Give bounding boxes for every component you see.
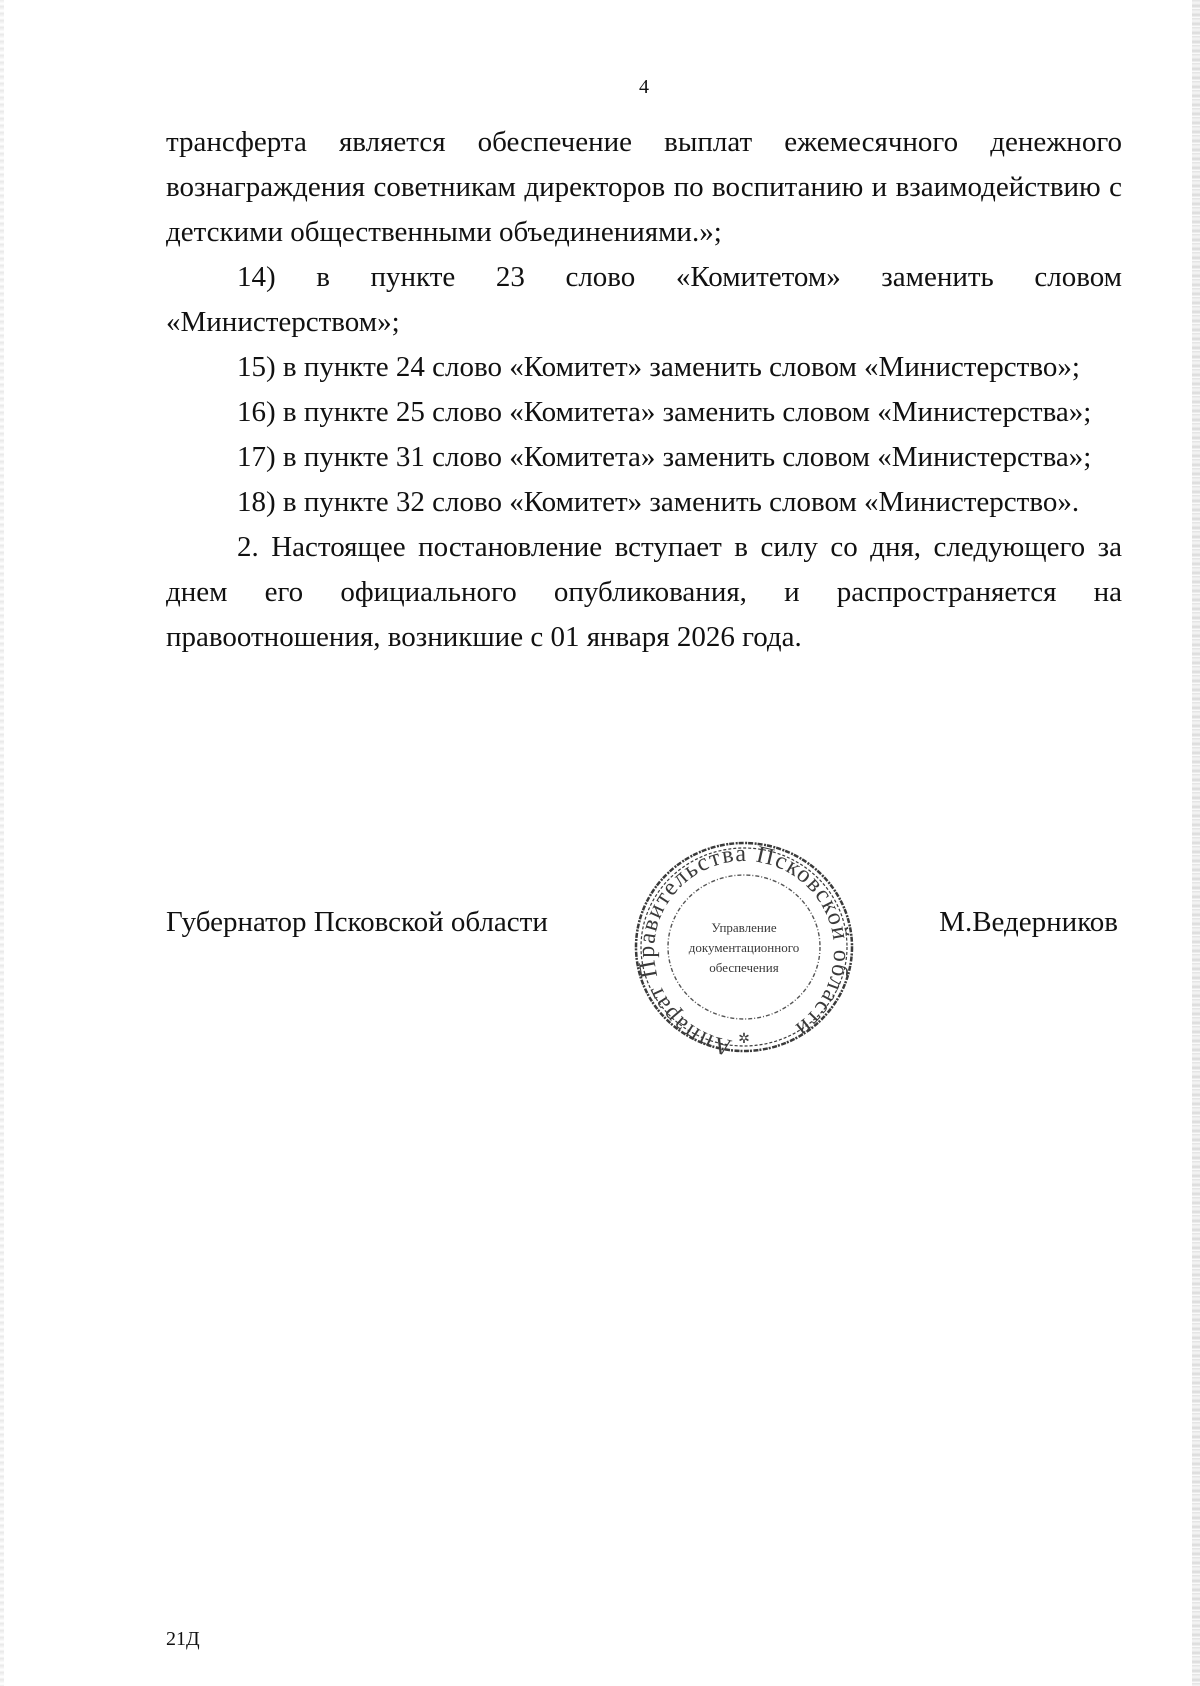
seal-inner-line-3: обеспечения xyxy=(709,960,779,975)
paragraph-item-16: 16) в пункте 25 слово «Комитета» заменить словом «Министерства»; xyxy=(237,396,1092,428)
paragraph-continuation: трансферта является обеспечение выплат ежемесячного денежного вознаграждения советникам директоров по воспитанию и взаимодействию с детскими общественными объединениями.»; xyxy=(166,126,1122,248)
seal-inner-line-2: документационного xyxy=(688,940,800,955)
official-seal xyxy=(630,836,858,1058)
document-body xyxy=(166,120,1122,660)
paragraph-item-14: 14) в пункте 23 слово «Комитетом» заменить словом «Министерством»; xyxy=(166,261,1122,338)
signatory-name: М.Ведерников xyxy=(939,906,1118,938)
paragraph-effective-date: 2. Настоящее постановление вступает в силу со дня, следующего за днем его официального опубликования, и распространяется на правоотношения, возникшие с 01 января 2026 года. xyxy=(166,531,1122,653)
page-number: 4 xyxy=(639,76,649,98)
document-code: 21Д xyxy=(166,1628,200,1650)
scan-edge-right xyxy=(1192,0,1200,1686)
paragraph-item-18: 18) в пункте 32 слово «Комитет» заменить словом «Министерство». xyxy=(237,486,1080,518)
signatory-title: Губернатор Псковской области xyxy=(166,906,548,938)
paragraph-item-15: 15) в пункте 24 слово «Комитет» заменить словом «Министерство»; xyxy=(237,351,1080,383)
seal-inner-line-1: Управление xyxy=(711,920,777,935)
seal-asterisk-icon: ✲ xyxy=(738,1031,750,1047)
seal-inner-text xyxy=(670,918,818,978)
seal-ring-text: Аппарат Правительства Псковской области xyxy=(634,840,855,1058)
scan-edge-left xyxy=(0,0,4,1686)
paragraph-item-17: 17) в пункте 31 слово «Комитета» заменить словом «Министерства»; xyxy=(237,441,1092,473)
